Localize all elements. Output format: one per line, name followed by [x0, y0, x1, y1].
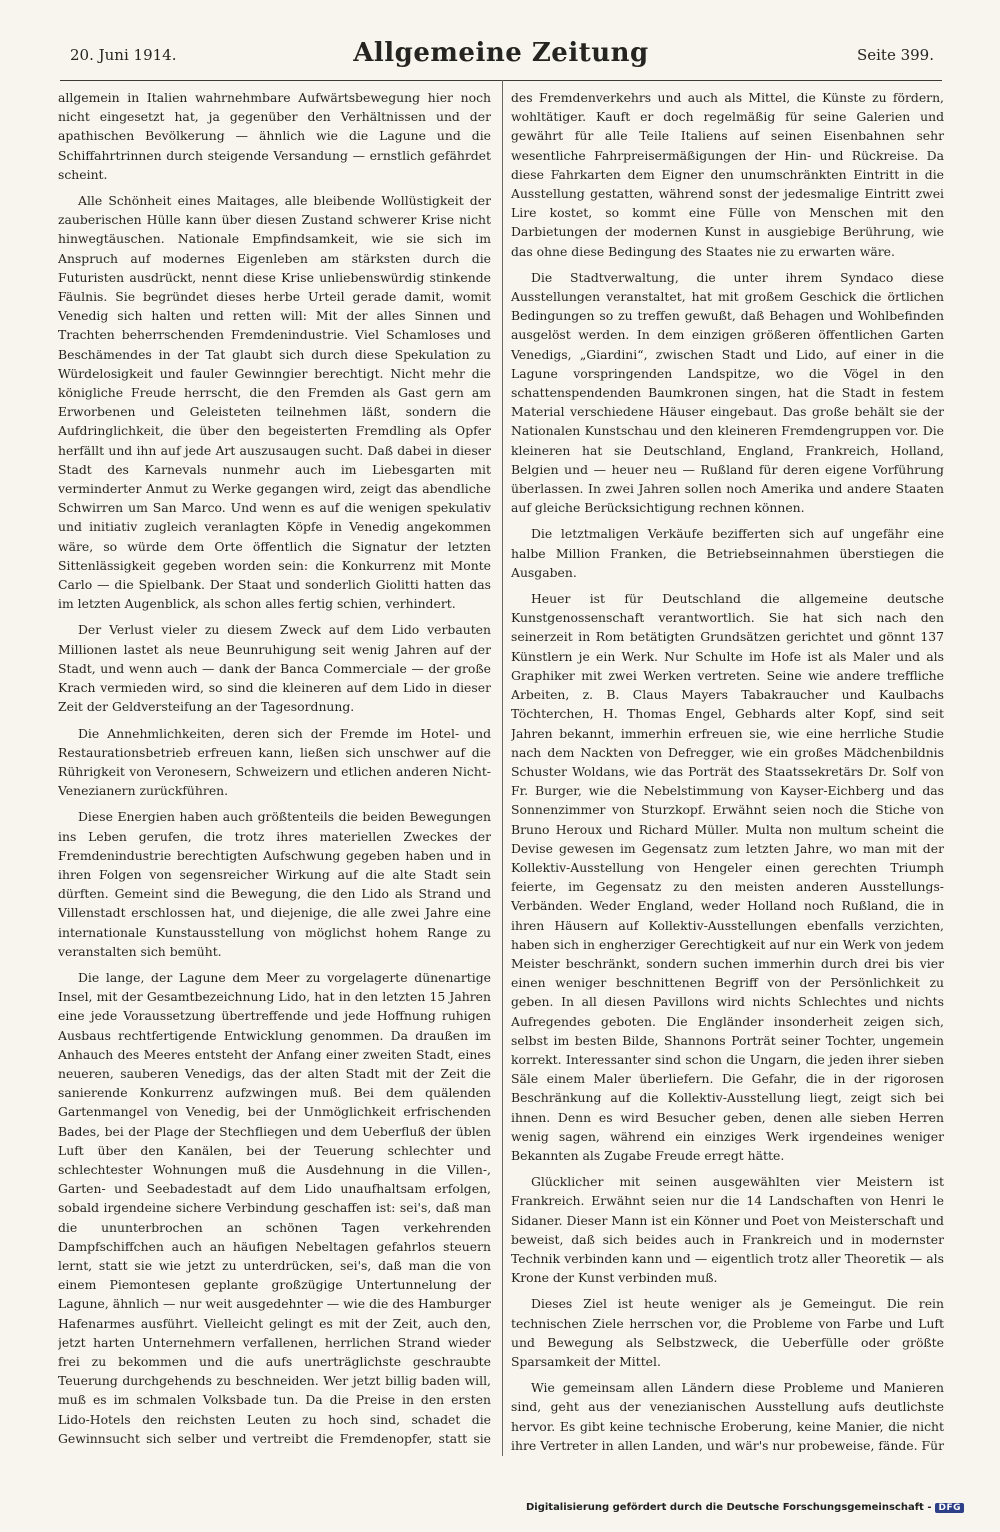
- left-column: [58, 88, 491, 1452]
- paragraph: des Fremdenverkehrs und auch als Mittel, die Künste zu fördern, wohltätiger. Kauft er doch regelmäßig für seine Galerien und gewährt für alle Teile Italiens auf seinen Eisenbahnen sehr wesentliche Fahrpreisermäßigungen der Hin- und Rückreise. Da diese Fahrkarten dem Eigner den unumschränkten Eintritt in die Ausstellung gestatten, während sonst der jedesmalige Eintritt zwei Lire kostet, so kommt eine Fülle von Menschen mit den Darbietungen der modernen Kunst in ausgiebige Berührung, wie das ohne diese Bedingung des Staates nie zu erwarten wäre.: [511, 90, 944, 259]
- paragraph: allgemein in Italien wahrnehmbare Aufwärtsbewegung hier noch nicht eingesetzt hat, ja gegenüber den Verhältnissen und der apathischen Bevölkerung — ähnlich wie die Lagune und die Schiffahrtrinnen durch steigende Versandung — ernstlich gefährdet scheint.: [58, 90, 491, 182]
- newspaper-title: Allgemeine Zeitung: [353, 38, 649, 68]
- paragraph: Die Annehmlichkeiten, deren sich der Fremde im Hotel- und Restaurationsbetrieb erfreuen kann, ließen sich unschwer auf die Rührigkeit von Veronesern, Schweizern und etlichen anderen Nicht-Venezianern zurückführen.: [58, 725, 491, 799]
- header-rule: [60, 80, 942, 81]
- issue-date: 20. Juni 1914.: [70, 46, 177, 64]
- paragraph: Der Verlust vieler zu diesem Zweck auf dem Lido verbauten Millionen lastet als neue Beunruhigung seit wenig Jahren auf der Stadt, und wenn auch — dank der Banca Commerciale — der große Krach vermieden wird, so sind die kleineren auf dem Lido in dieser Zeit der Geldversteifung an der Tagesordnung.: [58, 622, 491, 715]
- page-number: Seite 399.: [856, 46, 934, 64]
- column-divider: [502, 80, 503, 1456]
- paragraph: Diese Energien haben auch größtenteils die beiden Bewegungen ins Leben gerufen, die trotz ihres materiellen Zweckes der Fremdenindustrie berechtigten Aufschwung gegeben haben und in ihren Folgen von segensreicher Wirkung auf die alte Stadt sein dürften. Gemeint sind die Bewegung, die den Lido als Strand und Villenstadt erschlossen hat, und diejenige, die alle zwei Jahre eine internationale Kunstausstellung von möglichst hohem Range zu veranstalten sich bemüht.: [58, 809, 491, 959]
- paragraph: Alle Schönheit eines Maitages, alle bleibende Wollüstigkeit der zauberischen Hülle kann über diesen Zustand schwerer Krise nicht hinwegtäuschen. Nationale Empfindsamkeit, wie sie sich im Anspruch auf modernes Eigenleben am stärksten durch die Futuristen ausdrückt, nennt diese Krise unliebenswürdig stinkende Fäulnis. Sie begründet dieses herbe Urteil gerade damit, womit Venedig sich halten und retten will: Mit der alles Sinnen und Trachten beherrschenden Fremdenindustrie. Viel Schamloses und Beschämendes in der Tat glaubt sich durch diese Spekulation zu Würdelosigkeit und fauler Gewinngier berechtigt. Nicht mehr die königliche Freude herrscht, die den Fremden als Gast gern am Erworbenen und Geleisteten teilnehmen läßt, sondern die Aufdringlichkeit, die über den begeisterten Fremdling als Opfer herfällt und ihn auf jede Art auszusaugen sucht. Daß dabei in dieser Stadt des Karnevals nunmehr auch im Liebesgarten mit verminderter Anmut zu Werke gegangen wird, zeigt das abendliche Schwirren um San Marco. Und wenn es auf die wenigen spekulativ und initiativ zugleich veranlagten Köpfe in Venedig angekommen wäre, so würde dem Orte öffentlich die Signatur der letzten Sittenlässigkeit gegeben worden sein: die Konkurrenz mit Monte Carlo — die Spielbank. Der Staat und sonderlich Giolitti hatten das im letzten Augenblick, als schon alles fertig schien, verhindert.: [58, 193, 491, 612]
- paragraph: Heuer ist für Deutschland die allgemeine deutsche Kunstgenossenschaft verantwortlich. Sie hat sich nach den seinerzeit in Rom betätigten Grundsätzen gerichtet und gönnt 137 Künstlern je ein Werk. Nur Schulte im Hofe ist als Maler und als Graphiker mit zwei Werken vertreten. Seine wie andere treffliche Arbeiten, z. B. Claus Mayers Tabakraucher und Kaulbachs Töchterchen, H. Thomas Engel, Gebhards alter Kopf, sind seit Jahren bekannt, immerhin erfreuen sie, wie eine herrliche Studie nach dem Nackten von Defregger, wie ein großes Mädchenbildnis Schuster Woldans, wie das Porträt des Staatssekretärs Dr. Solf von Fr. Burger, wie die Nebelstimmung von Kayser-Eichberg und das Sonnenzimmer von Sturzkopf. Erwähnt seien noch die Stiche von Bruno Heroux und Richard Müller. Multa non multum scheint die Devise gewesen im Gegensatz zum letzten Jahre, wo man mit der Kollektiv-Ausstellung von Hengeler einen gerechten Triumph feierte, im Gegensatz zu den meisten anderen Ausstellungs-Verbänden. Weder England, weder Holland noch Rußland, die in ihren Häusern auf Kollektiv-Ausstellungen ebenfalls verzichten, haben sich in engherziger Gerechtigkeit auf nur ein Werk von jedem Meister beschränkt, sondern suchen immerhin durch drei bis vier einen weniger beschnittenen Begriff von der Persönlichkeit zu geben. In all diesen Pavillons wird nichts Schlechtes und nichts Aufregendes geboten. Die Engländer insonderheit zeigen sich, selbst im besten Bilde, Shannons Porträt seiner Tochter, ungemein korrekt. Interessanter sind schon die Ungarn, die jeden ihrer sieben Säle einem Maler überliefern. Die Gefahr, die in der rigorosen Beschränkung auf die Kollektiv-Ausstellung liegt, zeigt sich bei ihnen. Denn es wird Besucher geben, denen alle sieben Herren wenig sagen, während ein einziges Werk irgendeines weniger Bekannten als Zugabe Freude erregt hätte.: [511, 591, 944, 1163]
- right-column: [511, 88, 944, 1452]
- paragraph: Dieses Ziel ist heute weniger als je Gemeingut. Die rein technischen Ziele herrschen vor, die Probleme von Farbe und Luft und Bewegung als Selbstzweck, die Ueberfülle oder größte Sparsamkeit der Mittel.: [511, 1296, 944, 1369]
- credit-text: Digitalisierung gefördert durch die Deutsche Forschungsgemeinschaft -: [525, 1502, 932, 1513]
- page-header: [48, 38, 954, 78]
- paragraph: Die Stadtverwaltung, die unter ihrem Syndaco diese Ausstellungen veranstaltet, hat mit großem Geschick die örtlichen Bedingungen so zu treffen gewußt, daß Behagen und Wohlbefinden ausgelöst werden. In dem einzigen größeren öffentlichen Garten Venedigs, „Giardini“, zwischen Stadt und Lido, auf einer in die Lagune vorspringenden Landspitze, wo die Vögel in den schattenspendenden Baumkronen singen, hat die Stadt in festem Material verschiedene Häuser eingebaut. Das große behält sie der Nationalen Kunstschau und den kleineren Fremdengruppen vor. Die kleineren hat sie Deutschland, England, Frankreich, Holland, Belgien und — heuer neu — Rußland für deren eigene Vorführung überlassen. In zwei Jahren sollen noch Amerika und andere Staaten auf gleiche Berücksichtigung rechnen können.: [511, 269, 944, 516]
- paragraph: Die lange, der Lagune dem Meer zu vorgelagerte dünenartige Insel, mit der Gesamtbezeichnung Lido, hat in den letzten 15 Jahren eine jede Voraussetzung übertreffende und jede Hoffnung ruhigen Ausbaus rechtfertigende Entwicklung genommen. Da draußen im Anhauch des Meeres entsteht der Anfang einer zweiten Stadt, eines neueren, sauberen Venedigs, das der alten Stadt mit der Zeit die sanierende Konkurrenz aufzwingen muß. Bei dem quälenden Gartenmangel von Venedig, bei der Unmöglichkeit erfrischenden Bades, bei der Plage der Stechfliegen und dem Ueberfluß der üblen Luft über den Kanälen, bei der Teuerung schlechter und schlechtester Wohnungen muß die Ausdehnung in die Villen-, Garten- und Seebadestadt auf dem Lido unaufhaltsam erfolgen, sobald irgendeine sichere Verbindung geschaffen ist: sei's, daß man die ununterbrochen an schönen Tagen verkehrenden Dampfschiffchen auch an häufigen Nebeltagen gefahrlos steuern lernt, statt sie wie jetzt zu unterdrücken, sei's, daß man die von einem Piemontesen geplante großzügige Untertunnelung der Lagune, ähnlich — nur weit ausgedehnter — wie die des Hamburger Hafenarmes ausführt. Vielleicht gelingt es mit der Zeit, auch den, jetzt harten Unternehmern verfallenen, herrlichen Strand wieder frei zu bekommen und die aufs unerträglichste geschraubte Teuerung durchgehends zu beschneiden. Wer jetzt billig baden will, muß es im schmalen Volksbade tun. Da die Preise in den ersten Lido-Hotels den reichsten Leuten zu hoch sind, schadet die Gewinnsucht sich selber und vertreibt die Fremdenopfer, statt sie: [58, 969, 491, 1446]
- digitization-credit: [526, 1502, 964, 1513]
- paragraph: Glücklicher mit seinen ausgewählten vier Meistern ist Frankreich. Erwähnt seien nur die 14 Landschaften von Henri le Sidaner. Dieser Mann ist ein Könner und Poet von Meisterschaft und beweist, daß sich beides auch in Frankreich und in modernster Technik verbinden kann und — eigentlich trotz aller Theoretik — als Krone der Kunst verbinden muß.: [511, 1174, 944, 1286]
- paragraph: Wie gemeinsam allen Ländern diese Probleme und Manieren sind, geht aus der venezianischen Ausstellung aufs deutlichste hervor. Es gibt keine technische Eroberung, keine Manier, die nicht ihre Vertreter in allen Landen, und wär's nur probeweise, fände. Für: [511, 1380, 944, 1452]
- dfg-logo: DFG: [935, 1503, 964, 1513]
- paragraph: Die letztmaligen Verkäufe bezifferten sich auf ungefähr eine halbe Million Franken, die Betriebseinnahmen überstiegen die Ausgaben.: [511, 526, 944, 580]
